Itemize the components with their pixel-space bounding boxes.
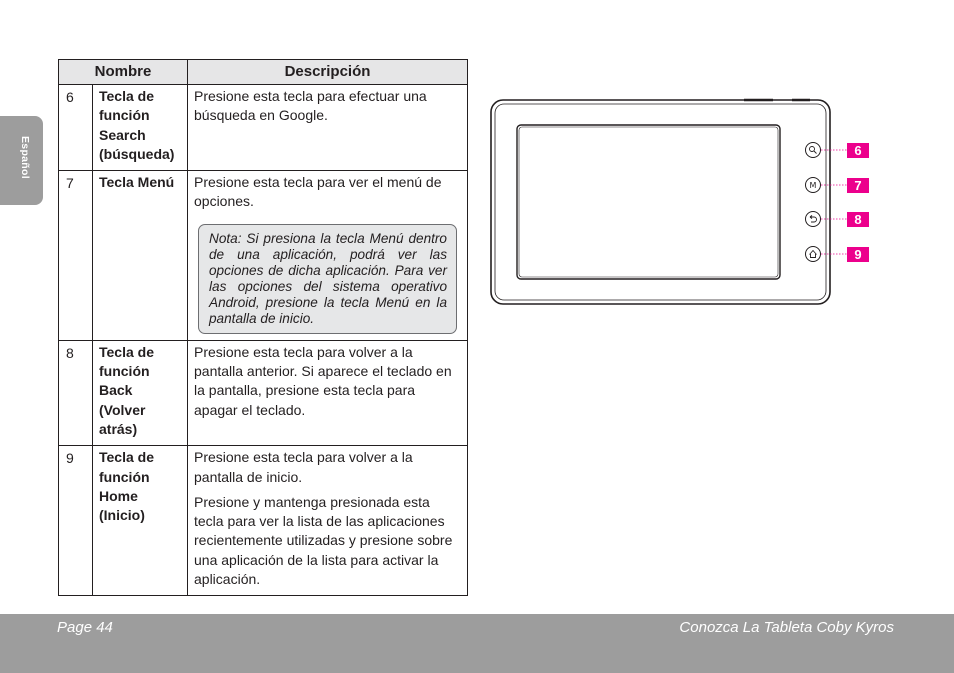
tablet-illustration — [490, 97, 890, 309]
row-description — [188, 85, 468, 171]
table-row — [59, 340, 468, 445]
header-description: Descripción — [188, 60, 468, 85]
callout-7: 7 — [847, 178, 869, 193]
table-row — [59, 446, 468, 596]
description-text: Presione y mantenga presionada esta tecla para ver la lista de las aplicaciones recientemente utilizadas y presione sobre una aplicación de la lista para activar la aplicación. — [194, 493, 453, 588]
description-text: Presione esta tecla para efectuar una búsqueda en Google. — [194, 88, 427, 124]
home-icon — [806, 247, 821, 262]
key-description-table — [58, 59, 468, 596]
note-box: Nota: Si presiona la tecla Menú dentro de una aplicación, podrá ver las opciones de dicha aplicación. Para ver las opciones del sistema operativo Android, presione la tecla Menú en la pantalla de inicio. — [198, 224, 457, 334]
row-name: Tecla de función Search (búsqueda) — [93, 85, 188, 171]
row-name: Tecla Menú — [93, 171, 188, 341]
language-tab-label: Español — [19, 136, 31, 179]
footer-title: Conozca La Tableta Coby Kyros — [679, 619, 894, 636]
description-text: Presione esta tecla para volver a la pantalla anterior. Si aparece el teclado en la pantalla, presione esta tecla para apagar el teclado. — [194, 343, 452, 418]
row-description — [188, 446, 468, 596]
row-number: 8 — [59, 340, 93, 445]
row-name: Tecla de función Home (Inicio) — [93, 446, 188, 596]
callout-8: 8 — [847, 212, 869, 227]
language-tab — [0, 116, 43, 205]
svg-text:M: M — [809, 181, 817, 190]
header-name: Nombre — [59, 60, 188, 85]
menu-icon — [806, 178, 821, 193]
row-number: 6 — [59, 85, 93, 171]
page-footer — [0, 614, 954, 673]
description-text: Presione esta tecla para volver a la pantalla de inicio. — [194, 449, 413, 485]
callout-6: 6 — [847, 143, 869, 158]
row-number: 9 — [59, 446, 93, 596]
row-name: Tecla de función Back (Volver atrás) — [93, 340, 188, 445]
page-number: Page 44 — [57, 619, 113, 636]
description-text: Presione esta tecla para ver el menú de opciones. — [194, 174, 442, 210]
row-number: 7 — [59, 171, 93, 341]
table-header-row — [59, 60, 468, 85]
table-row — [59, 85, 468, 171]
row-description — [188, 171, 468, 341]
table-row — [59, 171, 468, 341]
search-icon — [806, 143, 821, 158]
row-description — [188, 340, 468, 445]
back-icon — [806, 212, 821, 227]
callout-9: 9 — [847, 247, 869, 262]
